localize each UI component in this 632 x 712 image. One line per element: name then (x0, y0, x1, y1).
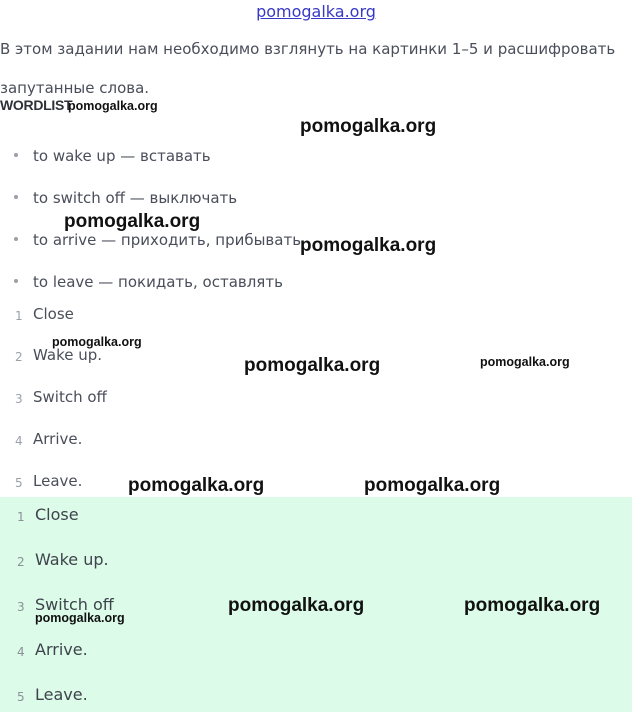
bullet-icon (14, 279, 18, 283)
bullet-icon (14, 237, 18, 241)
wordlist-item-text: to leave — покидать, оставлять (33, 273, 283, 291)
wordlist-item-text: to switch off — выключать (33, 189, 238, 207)
answer-number: 1 (17, 510, 25, 524)
watermark: pomogalka.org (64, 211, 201, 232)
wordlist-item (14, 147, 211, 165)
answer-number: 3 (17, 600, 25, 614)
answer-word: Leave. (35, 685, 88, 704)
watermark: pomogalka.org (228, 595, 365, 616)
exercise-number: 4 (15, 434, 23, 448)
exercise-word: Switch off (33, 388, 107, 406)
answer-number: 4 (17, 645, 25, 659)
bullet-icon (14, 195, 18, 199)
watermark: pomogalka.org (464, 595, 601, 616)
exercise-word: Close (33, 305, 74, 323)
exercise-number: 1 (15, 309, 23, 323)
exercise-word: Leave. (33, 472, 83, 490)
answer-number: 2 (17, 555, 25, 569)
watermark: pomogalka.org (35, 611, 125, 625)
exercise-number: 5 (15, 476, 23, 490)
exercise-number: 2 (15, 350, 23, 364)
bullet-icon (14, 153, 18, 157)
watermark: pomogalka.org (300, 235, 437, 256)
answer-word: Close (35, 505, 79, 524)
watermark: pomogalka.org (128, 475, 265, 496)
answer-word: Arrive. (35, 640, 88, 659)
watermark: pomogalka.org (364, 475, 501, 496)
answer-word: Switch off (35, 595, 114, 614)
watermark: pomogalka.org (300, 116, 437, 137)
answer-word: Wake up. (35, 550, 109, 569)
answer-number: 5 (17, 690, 25, 704)
wordlist-item (14, 189, 237, 207)
site-link-watermark[interactable]: pomogalka.org (256, 2, 376, 21)
wordlist-item-text: to arrive — приходить, прибывать (33, 231, 302, 249)
intro-paragraph: В этом задании нам необходимо взглянуть на картинки 1–5 и расшифровать запутанные слова. (0, 40, 616, 97)
exercise-number: 3 (15, 392, 23, 406)
watermark: pomogalka.org (244, 355, 381, 376)
wordlist-heading: WORDLIST (0, 97, 73, 113)
wordlist-item (14, 273, 283, 291)
watermark: pomogalka.org (68, 99, 158, 113)
watermark: pomogalka.org (52, 335, 142, 349)
exercise-word: Wake up. (33, 346, 103, 364)
exercise-word: Arrive. (33, 430, 83, 448)
watermark: pomogalka.org (480, 355, 570, 369)
wordlist-item-text: to wake up — вставать (33, 147, 211, 165)
wordlist-item (14, 231, 301, 249)
